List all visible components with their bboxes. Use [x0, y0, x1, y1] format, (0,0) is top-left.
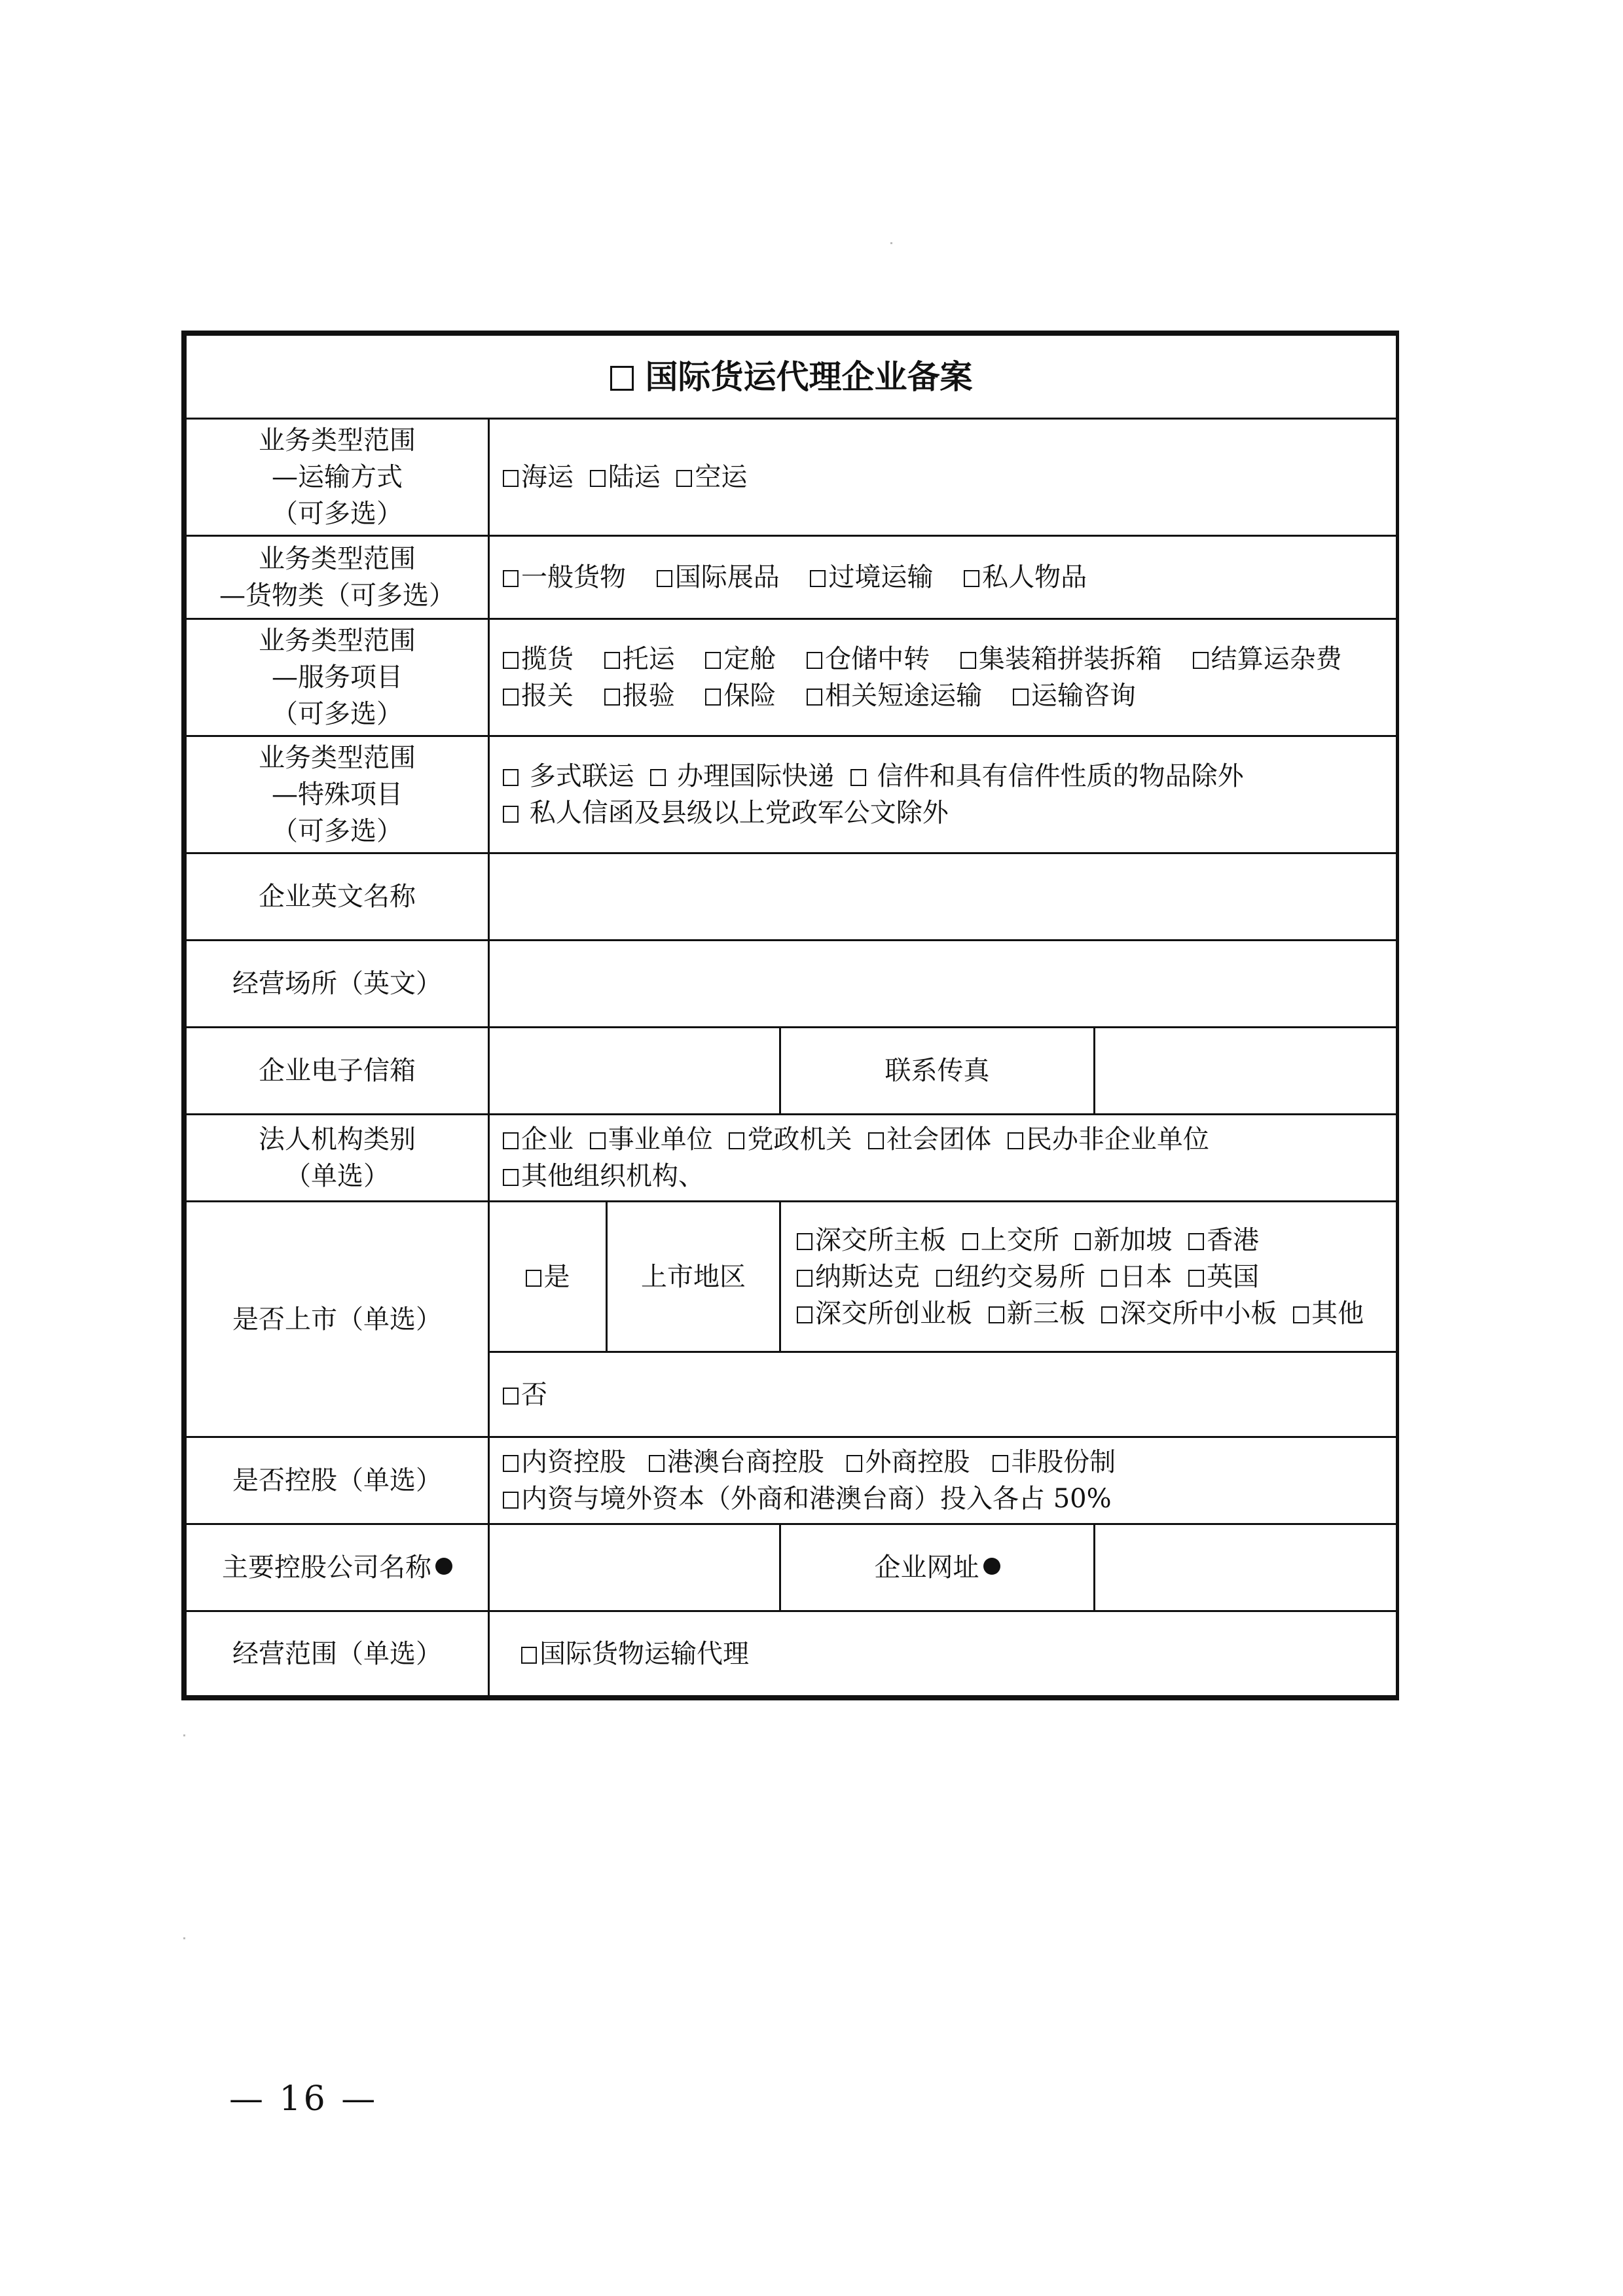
option-letters-excluded[interactable]: 信件和具有信件性质的物品除外: [850, 758, 1244, 795]
email-label: 企业电子信箱: [186, 1028, 489, 1115]
option-hongkong[interactable]: 香港: [1188, 1222, 1259, 1259]
option-szse-main[interactable]: 深交所主板: [797, 1222, 946, 1259]
option-insurance[interactable]: 保险: [705, 677, 776, 714]
website-field[interactable]: [1095, 1524, 1397, 1611]
option-chinext[interactable]: 深交所创业板: [797, 1295, 972, 1332]
scope-options: [489, 1611, 1397, 1696]
option-inspection[interactable]: 报验: [604, 677, 675, 714]
option-short-haul[interactable]: 相关短途运输: [807, 677, 982, 714]
form-title: 国际货运代理企业备案: [645, 357, 973, 396]
filing-form: [181, 331, 1399, 1700]
option-warehousing[interactable]: 仓储中转: [807, 641, 930, 677]
option-enterprise[interactable]: 企业: [503, 1121, 574, 1158]
business-address-field[interactable]: [489, 941, 1397, 1028]
option-container[interactable]: 集装箱拼装拆箱: [960, 641, 1162, 677]
option-express[interactable]: 办理国际快递: [650, 758, 834, 795]
english-name-field[interactable]: [489, 853, 1397, 941]
main-company-field[interactable]: [489, 1524, 780, 1611]
listed-yes-cell: [489, 1202, 607, 1352]
option-sea[interactable]: 海运: [503, 459, 574, 495]
transport-label: 业务类型范围 —运输方式 （可多选）: [186, 419, 489, 536]
holding-label: 是否控股（单选）: [186, 1437, 489, 1524]
business-address-label: 经营场所（英文）: [186, 941, 489, 1028]
option-customs[interactable]: 报关: [503, 677, 574, 714]
option-general-goods[interactable]: 一般货物: [503, 559, 626, 596]
option-settlement[interactable]: 结算运杂费: [1193, 641, 1342, 677]
option-social-group[interactable]: 社会团体: [868, 1121, 991, 1158]
option-uk[interactable]: 英国: [1188, 1259, 1259, 1295]
main-company-label: 主要控股公司名称: [186, 1524, 489, 1611]
option-consignment[interactable]: 托运: [604, 641, 675, 677]
form-title-cell: [186, 335, 1397, 419]
option-neeq[interactable]: 新三板: [989, 1295, 1085, 1332]
option-consulting[interactable]: 运输咨询: [1013, 677, 1136, 714]
option-foreign-holding[interactable]: 外商控股: [847, 1444, 970, 1480]
option-private-nonenterprise[interactable]: 民办非企业单位: [1008, 1121, 1209, 1158]
special-label: 业务类型范围 —特殊项目 （可多选）: [186, 736, 489, 853]
goods-options: [489, 536, 1397, 619]
listing-region-options: [780, 1202, 1397, 1352]
option-transit[interactable]: 过境运输: [810, 559, 933, 596]
option-domestic-holding[interactable]: 内资控股: [503, 1444, 626, 1480]
option-multimodal[interactable]: 多式联运: [503, 758, 634, 795]
title-checkbox[interactable]: [610, 366, 634, 391]
option-nyse[interactable]: 纽约交易所: [936, 1259, 1085, 1295]
fax-label: 联系传真: [780, 1028, 1095, 1115]
option-other-org[interactable]: 其他组织机构、: [503, 1158, 704, 1194]
option-canvassing[interactable]: 揽货: [503, 641, 574, 677]
option-air[interactable]: 空运: [676, 459, 747, 495]
listed-label: 是否上市（单选）: [186, 1202, 489, 1437]
option-party-government[interactable]: 党政机关: [729, 1121, 852, 1158]
form-table: [185, 334, 1398, 1697]
option-personal-goods[interactable]: 私人物品: [964, 559, 1087, 596]
option-official-docs-excluded[interactable]: 私人信函及县级以上党政军公文除外: [503, 795, 949, 831]
listing-region-label: 上市地区: [607, 1202, 780, 1352]
transport-options: [489, 419, 1397, 536]
legal-entity-label: 法人机构类别 （单选）: [186, 1115, 489, 1202]
option-other-region[interactable]: 其他: [1293, 1295, 1364, 1332]
option-hmt-holding[interactable]: 港澳台商控股: [649, 1444, 824, 1480]
scope-label: 经营范围（单选）: [186, 1611, 489, 1696]
email-field[interactable]: [489, 1028, 780, 1115]
english-name-label: 企业英文名称: [186, 853, 489, 941]
option-institution[interactable]: 事业单位: [590, 1121, 713, 1158]
listed-no-cell: [489, 1352, 1397, 1437]
option-sse[interactable]: 上交所: [962, 1222, 1059, 1259]
option-freight-forwarding[interactable]: 国际货物运输代理: [521, 1636, 749, 1672]
option-sme-board[interactable]: 深交所中小板: [1101, 1295, 1277, 1332]
service-label: 业务类型范围 —服务项目 （可多选）: [186, 619, 489, 736]
option-singapore[interactable]: 新加坡: [1075, 1222, 1172, 1259]
required-dot-icon: [435, 1558, 452, 1575]
holding-options: [489, 1437, 1397, 1524]
legal-entity-options: [489, 1115, 1397, 1202]
service-options: [489, 619, 1397, 736]
option-listed-yes[interactable]: 是: [526, 1259, 570, 1295]
page-number: — 16 —: [229, 2079, 378, 2119]
option-nasdaq[interactable]: 纳斯达克: [797, 1259, 920, 1295]
fax-field[interactable]: [1095, 1028, 1397, 1115]
option-listed-no[interactable]: 否: [503, 1376, 547, 1413]
website-label: 企业网址: [780, 1524, 1095, 1611]
option-exhibits[interactable]: 国际展品: [657, 559, 780, 596]
option-booking[interactable]: 定舱: [705, 641, 776, 677]
option-japan[interactable]: 日本: [1101, 1259, 1172, 1295]
goods-label: 业务类型范围 —货物类（可多选）: [186, 536, 489, 619]
option-land[interactable]: 陆运: [590, 459, 661, 495]
option-half-domestic-foreign[interactable]: 内资与境外资本（外商和港澳台商）投入各占 50%: [503, 1480, 1112, 1517]
option-non-joint-stock[interactable]: 非股份制: [993, 1444, 1116, 1480]
special-options: [489, 736, 1397, 853]
required-dot-icon: [983, 1558, 1000, 1575]
